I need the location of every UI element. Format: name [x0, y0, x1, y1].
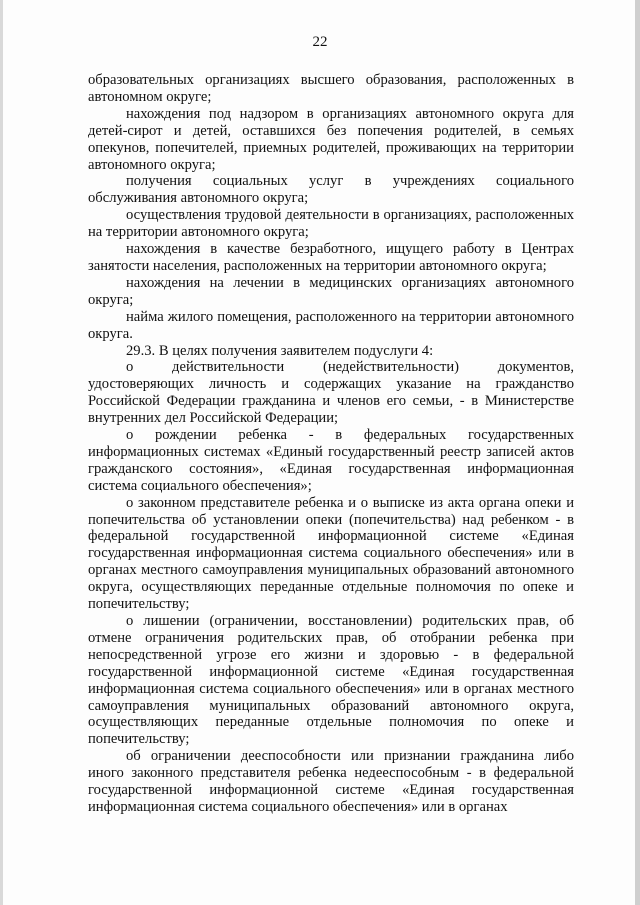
paragraph: найма жилого помещения, расположенного на территории автономного округа.: [88, 308, 574, 342]
page-number: 22: [312, 34, 328, 50]
paragraph: нахождения в качестве безработного, ищущего работу в Центрах занятости населения, расположенных на территории автономного округа;: [88, 241, 574, 274]
paragraph: о законном представителе ребенка и о выписке из акта органа опеки и попечительства об установлении опеки (попечительства) над ребенком - в федеральной государственной информационной системе «Единая государственная информационная система социального обеспечения» или в органах местного самоуправления муниципальных образований автономного округа, осуществляющих переданные отдельные полномочия по опеке и попечительству;: [88, 494, 574, 613]
paragraph: о рождении ребенка - в федеральных государственных информационных системах «Единый государственный реестр записей актов гражданского состояния», «Единая государственная информационная система социального обеспечения»;: [88, 427, 574, 494]
scan-edge-left: [0, 0, 3, 905]
section-heading: 29.3. В целях получения заявителем подуслуги 4:: [126, 342, 434, 359]
paragraph: получения социальных услуг в учреждениях социального обслуживания автономного округа;: [88, 173, 574, 207]
scan-edge-right: [635, 0, 640, 905]
paragraph: нахождения на лечении в медицинских организациях автономного округа;: [88, 274, 574, 308]
paragraph: о действительности (недействительности) документов, удостоверяющих личность и содержащих указание на гражданство Российской Федерации гражданина и членов его семьи, - в Министерстве внутренних дел Российской Федерации;: [88, 359, 574, 427]
paragraph: об ограничении дееспособности или признании гражданина либо иного законного представителя ребенка недееспособным - в федеральной государственной информационной системе «Единая государственная информационная система социального обеспечения» или в органах: [88, 748, 574, 815]
paragraph: осуществления трудовой деятельности в организациях, расположенных на территории автономного округа;: [88, 207, 574, 241]
paragraph: образовательных организациях высшего образования, расположенных в автономном округе;: [88, 72, 574, 105]
paragraph: о лишении (ограничении, восстановлении) родительских прав, об отмене ограничения родительских прав, об отобрании ребенка при непосредственной угрозе его жизни и здоровью - в федеральной государственной информационной системе «Единая государственная информационная система социального обеспечения» или в органах местного самоуправления муниципальных образований автономного округа, осуществляющих переданные отдельные полномочия по опеке и попечительству;: [88, 613, 574, 748]
paragraph: нахождения под надзором в организациях автономного округа для детей-сирот и детей, оставшихся без попечения родителей, в семьях опекунов, попечителей, приемных родителей, проживающих на территории автономного округа;: [88, 105, 574, 173]
document-body: [88, 72, 574, 816]
